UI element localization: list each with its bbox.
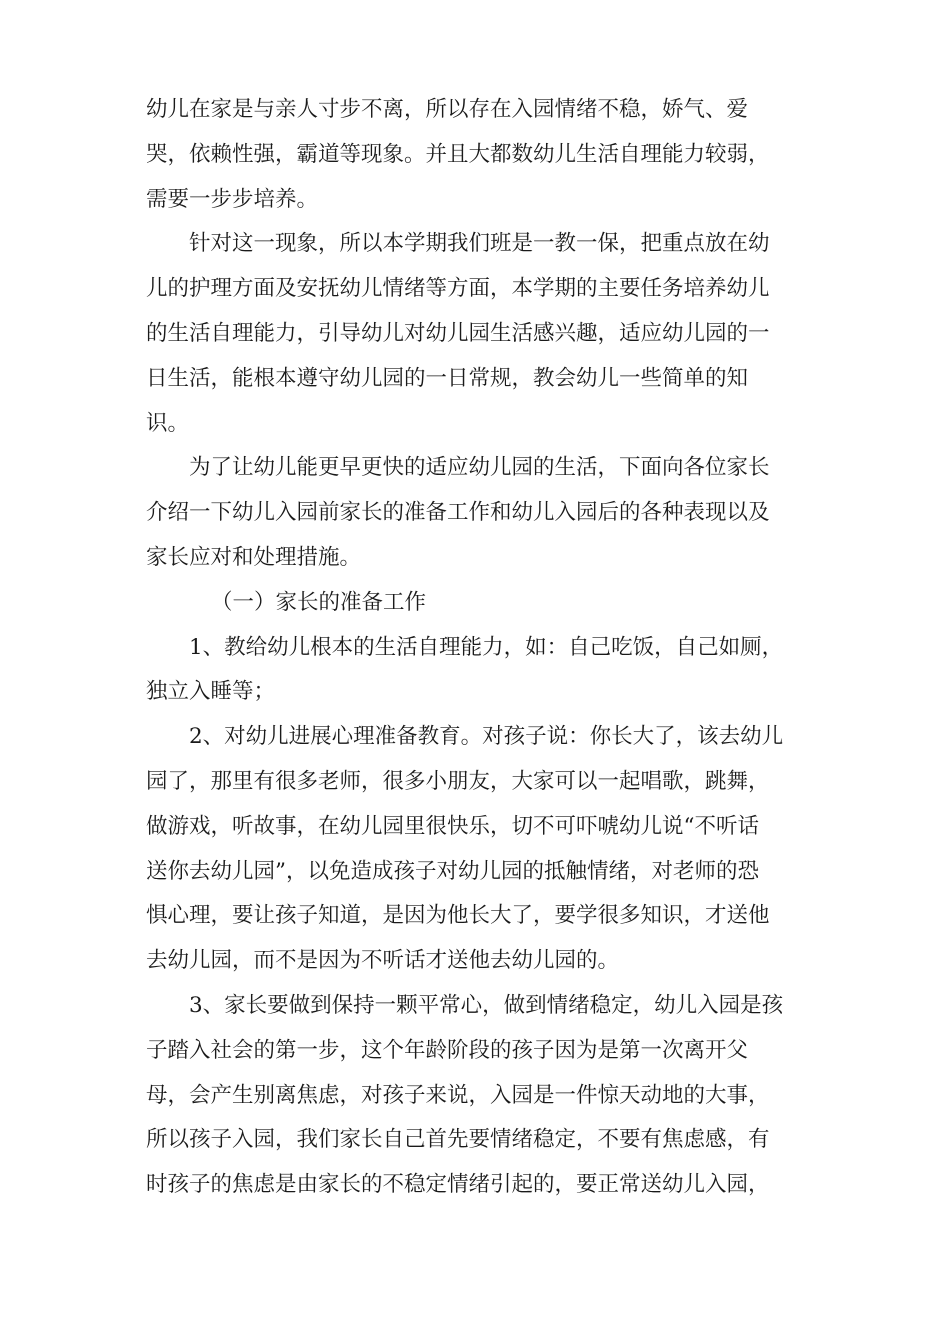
text-line: 的生活自理能力，引导幼儿对幼儿园生活感兴趣，适应幼儿园的一 (146, 320, 770, 346)
paragraph-first-line: 为了让幼儿能更早更快的适应幼儿园的生活，下面向各位家长 (189, 455, 770, 481)
text-line: 做游戏，听故事，在幼儿园里很快乐，切不可吓唬幼儿说“不听话 (146, 813, 759, 839)
section-heading: （一）家长的准备工作 (211, 589, 427, 615)
text-line: 介绍一下幼儿入园前家长的准备工作和幼儿入园后的各种表现以及 (146, 500, 770, 526)
text-line: 需要一步步培养。 (146, 186, 319, 212)
text-line: 母，会产生别离焦虑，对孩子来说，入园是一件惊天动地的大事， (146, 1082, 770, 1108)
text-line: 时孩子的焦虑是由家长的不稳定情绪引起的，要正常送幼儿入园， (146, 1172, 770, 1198)
text-line: 家长应对和处理措施。 (146, 544, 362, 570)
list-item-first-line: 3、家长要做到保持一颗平常心，做到情绪稳定，幼儿入园是孩 (189, 992, 784, 1018)
text-line: 儿的护理方面及安抚幼儿情绪等方面，本学期的主要任务培养幼儿 (146, 276, 770, 302)
text-line: 所以孩子入园，我们家长自己首先要情绪稳定，不要有焦虑感，有 (146, 1127, 770, 1153)
list-item-first-line: 1、教给幼儿根本的生活自理能力，如：自己吃饭，自己如厕， (189, 634, 784, 660)
text-line: 哭，依赖性强，霸道等现象。并且大都数幼儿生活自理能力较弱， (146, 141, 770, 167)
text-line: 独立入睡等； (146, 679, 276, 705)
text-line: 识。 (146, 410, 190, 436)
text-line: 送你去幼儿园”，以免造成孩子对幼儿园的抵触情绪，对老师的恐 (146, 858, 759, 884)
text-line: 惧心理，要让孩子知道，是因为他长大了，要学很多知识，才送他 (146, 903, 770, 929)
list-item-first-line: 2、对幼儿进展心理准备教育。对孩子说：你长大了，该去幼儿 (189, 724, 784, 750)
text-line: 园了，那里有很多老师，很多小朋友，大家可以一起唱歌，跳舞， (146, 768, 770, 794)
text-line: 幼儿在家是与亲人寸步不离，所以存在入园情绪不稳，娇气、爱 (146, 97, 749, 122)
text-line: 去幼儿园，而不是因为不听话才送他去幼儿园的。 (146, 948, 620, 974)
text-line: 日生活，能根本遵守幼儿园的一日常规，教会幼儿一些简单的知 (146, 365, 749, 391)
paragraph-first-line: 针对这一现象，所以本学期我们班是一教一保，把重点放在幼 (189, 231, 770, 257)
document-body (146, 88, 814, 1208)
text-line: 子踏入社会的第一步，这个年龄阶段的孩子因为是第一次离开父 (146, 1037, 749, 1063)
